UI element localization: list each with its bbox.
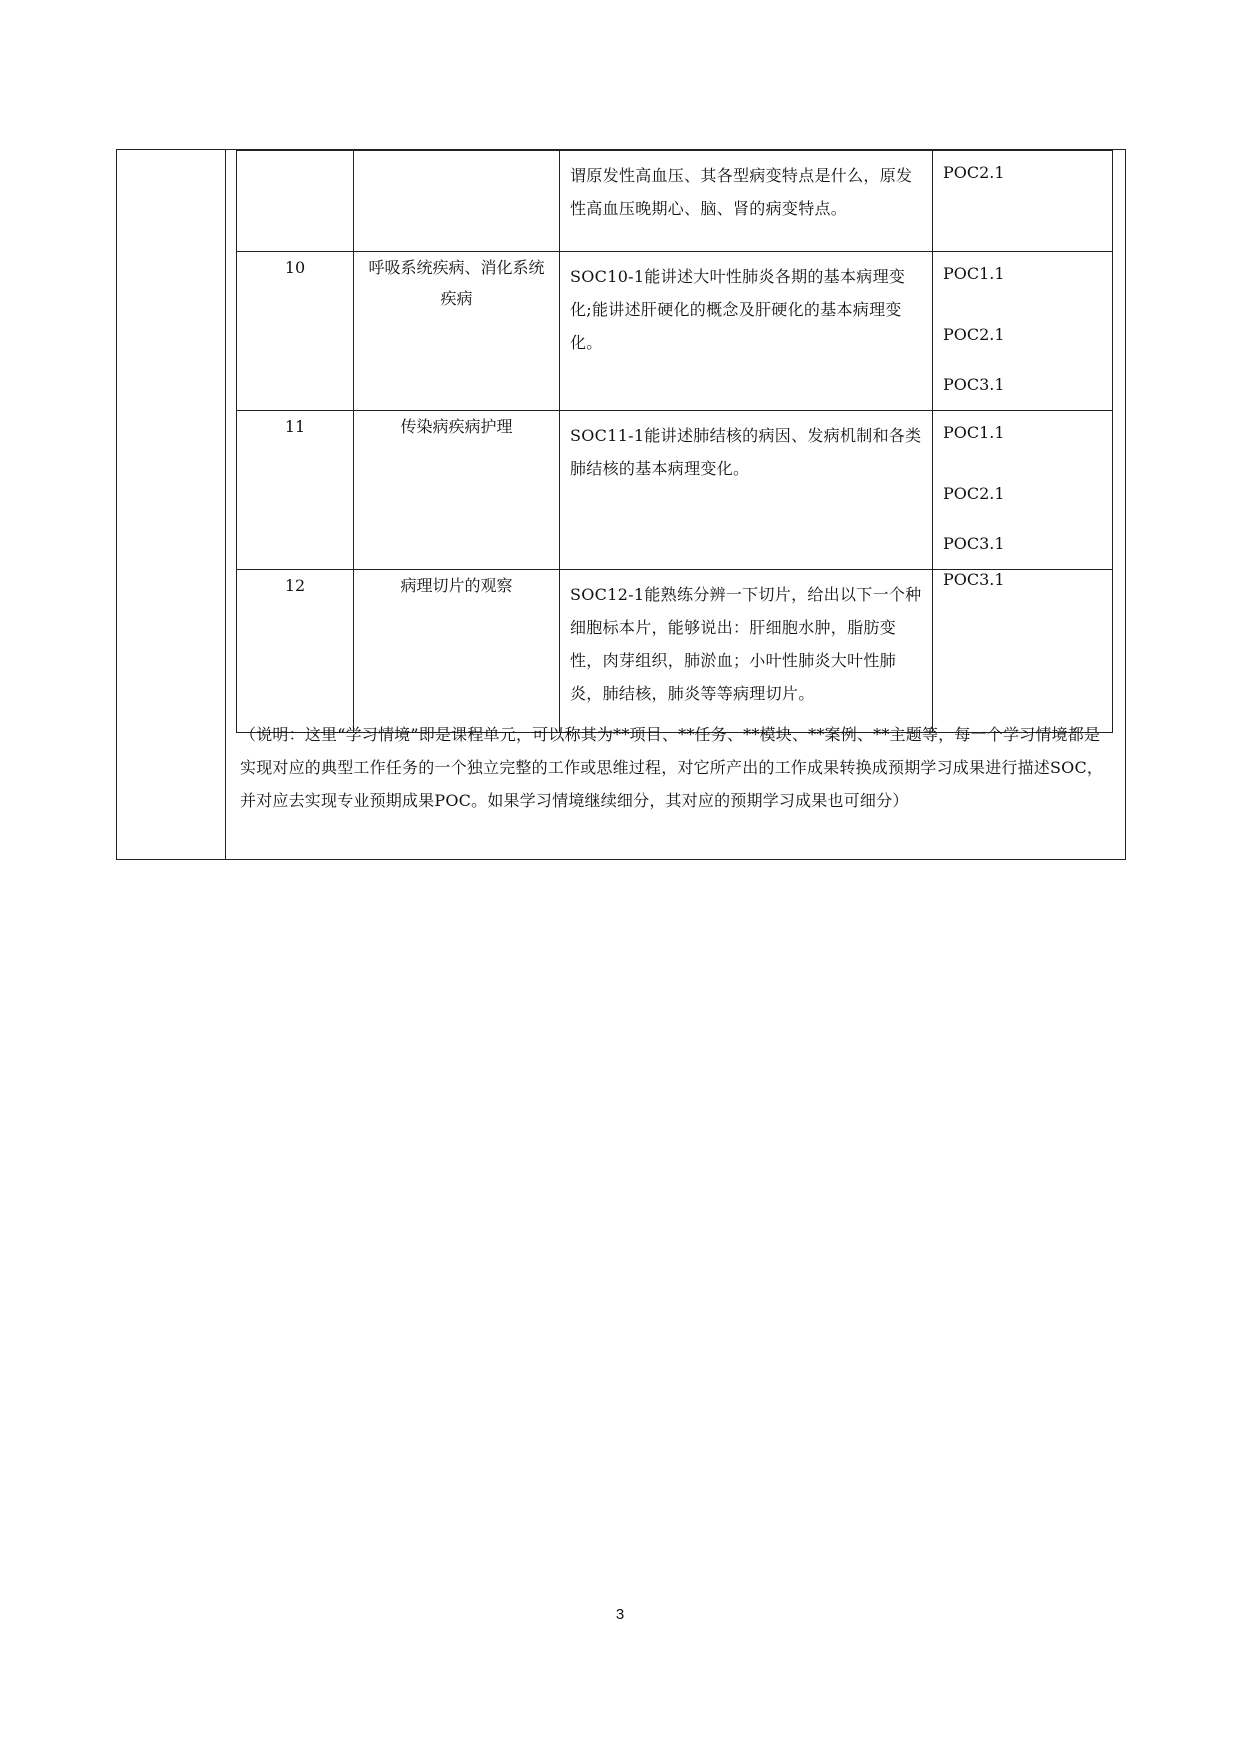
table-row	[237, 252, 1113, 411]
poc-item: POC2.1	[943, 325, 1005, 344]
poc-item: POC1.1	[943, 264, 1005, 283]
poc-item: POC3.1	[943, 570, 1005, 589]
row-poc-cell	[933, 411, 1113, 570]
soc-text: SOC10-1能讲述大叶性肺炎各期的基本病理变化;能讲述肝硬化的概念及肝硬化的基本病理变化。	[570, 267, 906, 352]
row-soc-cell	[560, 252, 933, 411]
row-poc-cell	[933, 570, 1113, 733]
soc-text: SOC11-1能讲述肺结核的病因、发病机制和各类肺结核的基本病理变化。	[570, 426, 922, 478]
row-name-cell: 呼吸系统疾病、消化系统疾病	[354, 252, 560, 411]
row-poc-cell	[933, 151, 1113, 252]
row-number-cell: 11	[237, 411, 354, 570]
row-soc-cell	[560, 570, 933, 733]
poc-item: POC3.1	[943, 534, 1005, 553]
table-row	[237, 151, 1113, 252]
row-soc-cell	[560, 411, 933, 570]
page-number: 3	[615, 1606, 625, 1623]
poc-item: POC2.1	[943, 484, 1005, 503]
table-row	[237, 411, 1113, 570]
row-number-cell: 12	[237, 570, 354, 733]
poc-item: POC2.1	[943, 163, 1005, 182]
row-soc-cell	[560, 151, 933, 252]
row-name-cell: 传染病疾病护理	[354, 411, 560, 570]
soc-text: 谓原发性高血压、其各型病变特点是什么，原发性高血压晚期心、脑、肾的病变特点。	[570, 166, 913, 218]
learning-context-table	[236, 150, 1113, 733]
poc-item: POC1.1	[943, 423, 1005, 442]
row-number-cell: 10	[237, 252, 354, 411]
row-poc-cell	[933, 252, 1113, 411]
table-row	[237, 570, 1113, 733]
explanatory-note: （说明：这里“学习情境”即是课程单元，可以称其为**项目、**任务、**模块、**案例、**主题等，每一个学习情境都是实现对应的典型工作任务的一个独立完整的工作或思维过程，对它所产出的工作成果转换成预期学习成果进行描述SOC，并对应去实现专业预期成果POC。如果学习情境继续细分，其对应的预期学习成果也可细分）	[240, 725, 1104, 810]
row-name-cell	[354, 151, 560, 252]
row-number-cell	[237, 151, 354, 252]
poc-item: POC3.1	[943, 375, 1005, 394]
soc-text: SOC12-1能熟练分辨一下切片，给出以下一个种细胞标本片，能够说出：肝细胞水肿，脂肪变性，肉芽组织，肺淤血；小叶性肺炎大叶性肺炎，肺结核，肺炎等等病理切片。	[570, 585, 922, 703]
outer-column-divider	[225, 150, 226, 859]
row-name-cell: 病理切片的观察	[354, 570, 560, 733]
